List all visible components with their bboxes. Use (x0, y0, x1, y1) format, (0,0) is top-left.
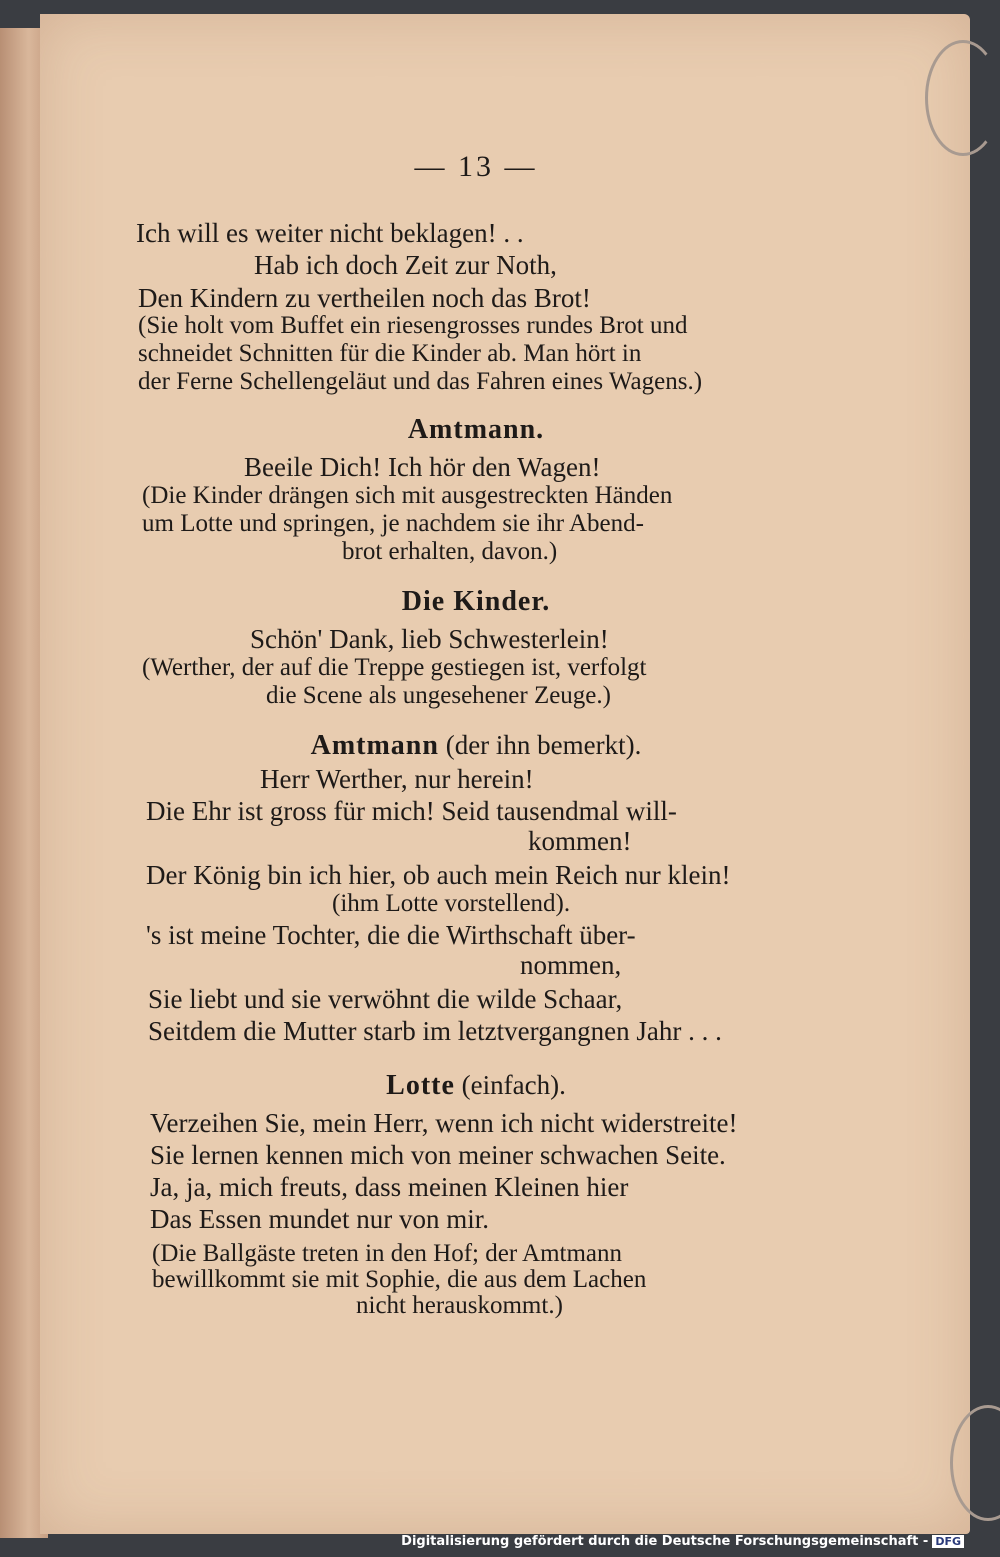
text-line: Herr Werther, nur herein! (260, 764, 534, 794)
text-line: Ich will es weiter nicht beklagen! . . (136, 218, 524, 248)
stage-direction-line: (Die Ballgäste treten in den Hof; der Amtmann (152, 1240, 623, 1267)
dfg-logo: DFG (932, 1535, 964, 1548)
speaker-heading (136, 1070, 816, 1102)
speaker-heading (136, 586, 816, 618)
stage-direction-line: (Werther, der auf die Treppe gestiegen ist, verfolgt (142, 654, 647, 681)
text-line: Den Kindern zu vertheilen noch das Brot! (138, 283, 591, 313)
text-line: Ja, ja, mich freuts, dass meinen Kleinen hier (150, 1172, 629, 1202)
page-number: — 13 — (414, 150, 538, 183)
stage-direction-line: der Ferne Schellengeläut und das Fahren eines Wagens.) (138, 368, 703, 395)
speaker-name: Amtmann. (407, 414, 545, 445)
speaker-name: Die Kinder. (401, 586, 551, 617)
text-line: Seitdem die Mutter starb im letztvergangnen Jahr . . . (148, 1016, 722, 1046)
text-line: Die Ehr ist gross für mich! Seid tausendmal will- (146, 796, 677, 826)
credit-text: Digitalisierung gefördert durch die Deutsche Forschungsgemeinschaft - (401, 1534, 929, 1549)
text-line: Hab ich doch Zeit zur Noth, (254, 250, 557, 280)
text-line: Schön' Dank, lieb Schwesterlein! (250, 624, 609, 654)
stage-direction-line: um Lotte und springen, je nachdem sie ihr Abend- (142, 510, 644, 537)
digitization-credit (401, 1534, 964, 1549)
text-line: nommen, (520, 950, 622, 980)
text-line: (ihm Lotte vorstellend). (332, 890, 571, 917)
text-line: 's ist meine Tochter, die die Wirthschaft über- (146, 920, 636, 950)
page-text (136, 0, 816, 1557)
stage-direction-line: die Scene als ungesehener Zeuge.) (266, 682, 611, 709)
stage-direction-line: schneidet Schnitten für die Kinder ab. Man hört in (138, 340, 642, 367)
text-line: Das Essen mundet nur von mir. (150, 1204, 489, 1234)
stage-direction-line: nicht herauskommt.) (356, 1292, 563, 1319)
stage-direction-line: brot erhalten, davon.) (342, 538, 558, 565)
stage-direction-line: (Sie holt vom Buffet ein riesengrosses rundes Brot und (138, 312, 688, 339)
text-line: Beeile Dich! Ich hör den Wagen! (244, 452, 601, 482)
stage-direction-line: (Die Kinder drängen sich mit ausgestreckten Händen (142, 482, 673, 509)
stage-direction-line: bewillkommt sie mit Sophie, die aus dem Lachen (152, 1266, 647, 1293)
text-line: Verzeihen Sie, mein Herr, wenn ich nicht widerstreite! (150, 1108, 738, 1138)
speaker-name: Amtmann (310, 730, 439, 761)
speaker-note: (einfach). (461, 1070, 566, 1100)
text-line: Der König bin ich hier, ob auch mein Reich nur klein! (146, 860, 731, 890)
text-line: Sie lernen kennen mich von meiner schwachen Seite. (150, 1140, 726, 1170)
page-clip-top (925, 40, 1000, 156)
speaker-name: Lotte (386, 1070, 455, 1101)
text-line: kommen! (528, 826, 632, 856)
text-line: Sie liebt und sie verwöhnt die wilde Schaar, (148, 984, 623, 1014)
speaker-heading (136, 414, 816, 446)
speaker-note: (der ihn bemerkt). (445, 730, 642, 760)
speaker-heading (136, 730, 816, 762)
